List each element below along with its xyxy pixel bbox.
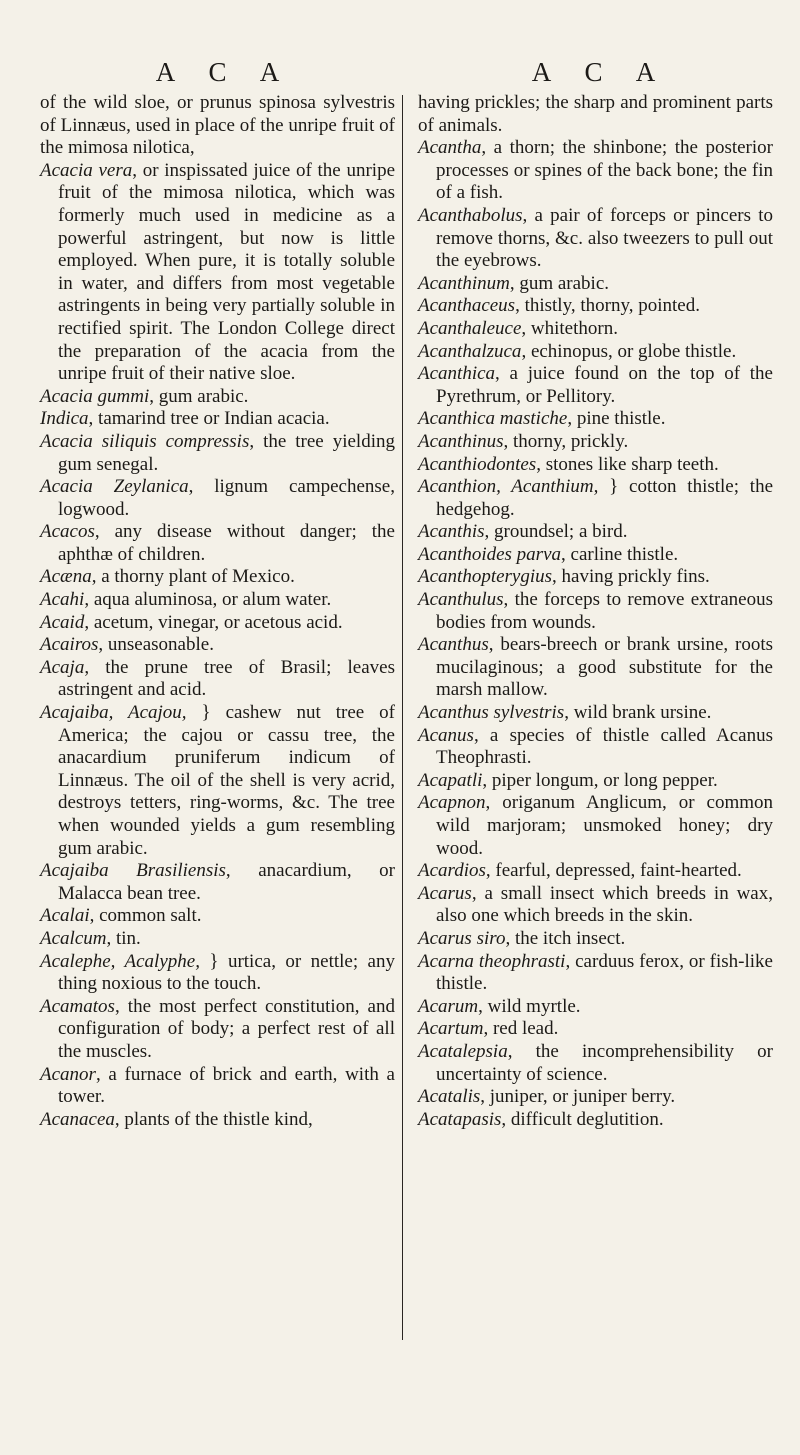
entry-headword: Acantha: [418, 137, 482, 159]
entry-headword: Acatalis: [418, 1086, 481, 1108]
entry-headword: Acapnon: [418, 792, 486, 814]
entry-definition: , a furnace of brick and earth, with a tower.: [58, 1063, 395, 1108]
entry-definition: , the itch insect.: [505, 927, 626, 949]
entry-headword: Acardios: [418, 860, 486, 882]
entry-definition: , gum arabic.: [509, 272, 610, 294]
dictionary-entry: [418, 951, 773, 996]
entry-definition: , tamarind tree or Indian acacia.: [88, 408, 330, 430]
entry-headword: Acajaiba, Acajou,: [40, 702, 187, 724]
entry-definition: , a thorn; the shinbone; the posterior processes or spines of the back bone; the fin of a fish.: [436, 137, 773, 204]
dictionary-entry: [40, 612, 395, 635]
entry-definition: } cashew nut tree of America; the cajou or cassu tree, the anacardium pruniferum indicum of Linnæus. The oil of the shell is very acrid, destroys tetters, ring-worms, &c. The tree when wounded yields a gum resembling gum arabic.: [58, 702, 395, 859]
entry-definition: , origanum Anglicum, or common wild marjoram; unsmoked honey; dry wood.: [436, 792, 773, 859]
entry-headword: Acanthis: [418, 521, 485, 543]
entry-headword: Acarus siro: [418, 927, 506, 949]
dictionary-entry: [418, 544, 773, 567]
entry-definition: , aqua aluminosa, or alum water.: [84, 589, 332, 611]
dictionary-entry: [418, 1018, 773, 1041]
entry-headword: Acanthus: [418, 634, 489, 656]
dictionary-entry: [418, 928, 773, 951]
entry-headword: Acanthaceus: [418, 295, 516, 317]
entry-headword: Acarum: [418, 995, 479, 1017]
entry-definition: , red lead.: [483, 1018, 559, 1040]
entry-definition: , carduus ferox, or fish-like thistle.: [436, 950, 773, 995]
entry-definition: , wild brank ursine.: [564, 702, 712, 724]
dictionary-entry: [40, 408, 395, 431]
entry-definition: , tin.: [106, 927, 141, 949]
entry-headword: Acanthalzuca: [418, 340, 522, 362]
entry-definition: , a thorny plant of Mexico.: [91, 566, 295, 588]
entry-definition: , stones like sharp teeth.: [536, 453, 719, 475]
entry-definition: } cotton thistle; the hedgehog.: [436, 476, 774, 520]
dictionary-entry: [418, 363, 773, 408]
entry-headword: Acanthica mastiche: [418, 408, 568, 430]
dictionary-entry: [40, 702, 395, 860]
entry-headword: Acalai: [40, 905, 90, 927]
entry-definition: , wild myrtle.: [478, 995, 581, 1017]
dictionary-entry: [40, 1064, 395, 1109]
dictionary-entry: [418, 792, 773, 860]
entry-headword: Acanthica: [418, 363, 496, 385]
entry-definition: , echinopus, or globe thistle.: [521, 340, 737, 362]
entry-headword: Acanthulus: [418, 589, 504, 611]
dictionary-entry: [418, 431, 773, 454]
dictionary-entry: [40, 860, 395, 905]
entry-definition: , unseasonable.: [98, 634, 214, 656]
entry-definition: , carline thistle.: [561, 543, 679, 565]
dictionary-entry: [40, 521, 395, 566]
entry-headword: Indica: [40, 408, 89, 430]
entry-definition: , juniper, or juniper berry.: [480, 1086, 676, 1108]
entry-definition: , the incomprehensibility or uncertainty of science.: [436, 1040, 773, 1085]
dictionary-entry: [418, 521, 773, 544]
dictionary-entry: [40, 1109, 395, 1132]
entry-definition: of the wild sloe, or prunus spinosa sylvestris of Linnæus, used in place of the unripe fruit of the mimosa nilotica,: [40, 92, 395, 159]
entry-definition: , a small insect which breeds in wax, also one which breeds in the skin.: [436, 882, 773, 927]
dictionary-entry: [40, 905, 395, 928]
entry-headword: Acanthopterygius: [418, 566, 553, 588]
dictionary-entry: [418, 566, 773, 589]
dictionary-entry: [418, 725, 773, 770]
entry-headword: Acanacea: [40, 1108, 115, 1130]
entry-definition: , bears-breech or brank ursine, roots mucilaginous; a good substitute for the marsh mallow.: [436, 634, 773, 701]
entry-definition: having prickles; the sharp and prominent parts of animals.: [418, 92, 773, 136]
entry-definition: } urtica, or nettle; any thing noxious to the touch.: [58, 950, 395, 995]
dictionary-entry: [418, 883, 773, 928]
entry-headword: Acacos: [40, 521, 95, 543]
entry-definition: , fearful, depressed, faint-hearted.: [485, 860, 742, 882]
dictionary-entry: [418, 702, 773, 725]
dictionary-entry: [40, 386, 395, 409]
entry-definition: , thorny, prickly.: [503, 430, 629, 452]
dictionary-entry: [418, 770, 773, 793]
entry-headword: Acatapasis: [418, 1108, 502, 1130]
entry-definition: , whitethorn.: [521, 317, 618, 339]
dictionary-entry: [418, 205, 773, 273]
entry-headword: Acalephe, Acalyphe,: [40, 950, 200, 972]
entry-definition: , piper longum, or long pepper.: [482, 769, 718, 791]
entry-definition: , plants of the thistle kind,: [114, 1108, 313, 1130]
dictionary-entry: [418, 996, 773, 1019]
entry-headword: Acacia Zeylanica: [40, 476, 189, 498]
entry-definition: , thistly, thorny, pointed.: [515, 295, 700, 317]
dictionary-entry: [418, 1109, 773, 1132]
column-divider: [402, 95, 403, 1340]
entry-headword: Acamatos: [40, 995, 115, 1017]
entry-definition: , a pair of forceps or pincers to remove thorns, &c. also tweezers to pull out the eyebrows.: [436, 204, 773, 272]
entry-headword: Acanthabolus: [418, 204, 523, 226]
entry-definition: , common salt.: [89, 905, 202, 927]
entry-headword: Acaid: [40, 611, 85, 633]
dictionary-entry: [418, 137, 773, 205]
entry-headword: Acanthinum: [418, 272, 510, 294]
dictionary-entry: [418, 295, 773, 318]
dictionary-entry: [40, 92, 395, 160]
entry-headword: Acanor: [40, 1063, 96, 1085]
dictionary-entry: [418, 92, 773, 137]
entry-definition: , gum arabic.: [149, 385, 249, 407]
dictionary-entry: [40, 589, 395, 612]
entry-headword: Acajaiba Brasiliensis: [40, 860, 226, 882]
dictionary-entry: [40, 566, 395, 589]
dictionary-entry: [418, 634, 773, 702]
dictionary-entry: [418, 454, 773, 477]
entry-headword: Acanthiodontes: [418, 453, 537, 475]
entry-headword: Acarus: [418, 882, 472, 904]
dictionary-entry: [418, 476, 773, 521]
left-column-entries: [40, 92, 395, 1131]
entry-headword: Acæna: [40, 566, 92, 588]
right-column: [418, 0, 773, 1131]
entry-definition: , having prickly fins.: [552, 566, 710, 588]
dictionary-entry: [40, 996, 395, 1064]
entry-headword: Acanthaleuce: [418, 317, 522, 339]
dictionary-entry: [418, 318, 773, 341]
entry-definition: , or inspissated juice of the unripe fruit of the mimosa nilotica, which was formerly much used in medicine as a powerful astringent, but now is little employed. When pure, it is totally soluble in water, and differs from most vegetable astringents in being very partially soluble in rectified spirit. The London College direct the preparation of the acacia from the unripe fruit of their native sloe.: [58, 159, 395, 385]
entry-headword: Acairos: [40, 634, 99, 656]
dictionary-entry: [40, 160, 395, 386]
entry-headword: Acanthoides parva: [418, 543, 562, 565]
dictionary-entry: [40, 928, 395, 951]
entry-definition: , lignum campechense, logwood.: [58, 476, 395, 520]
right-running-head: A C A: [531, 57, 670, 87]
dictionary-entry: [418, 860, 773, 883]
entry-headword: Acanthion, Acanthium,: [418, 476, 599, 498]
dictionary-entry: [418, 408, 773, 431]
dictionary-entry: [418, 1041, 773, 1086]
dictionary-entry: [40, 657, 395, 702]
entry-definition: , a juice found on the top of the Pyrethrum, or Pellitory.: [436, 363, 773, 407]
entry-definition: , groundsel; a bird.: [484, 521, 628, 543]
entry-definition: , pine thistle.: [567, 408, 666, 430]
dictionary-entry: [418, 589, 773, 634]
entry-definition: , the forceps to remove extraneous bodies from wounds.: [436, 589, 773, 633]
dictionary-entry: [40, 431, 395, 476]
entry-definition: , anacardium, or Malacca bean tree.: [58, 860, 395, 904]
entry-headword: Acaja: [40, 656, 85, 678]
entry-headword: Acacia siliquis compressis: [40, 430, 250, 452]
dictionary-entry: [40, 951, 395, 996]
entry-headword: Acalcum: [40, 927, 107, 949]
left-column: [40, 0, 395, 1131]
entry-headword: Acarna theophrasti: [418, 950, 566, 972]
entry-definition: , the prune tree of Brasil; leaves astringent and acid.: [58, 656, 395, 701]
entry-definition: , a species of thistle called Acanus Theophrasti.: [436, 724, 773, 769]
dictionary-entry: [40, 634, 395, 657]
entry-headword: Acanthinus: [418, 430, 504, 452]
entry-headword: Acartum: [418, 1018, 484, 1040]
entry-headword: Acatalepsia: [418, 1040, 508, 1062]
entry-definition: , difficult deglutition.: [501, 1108, 664, 1130]
entry-headword: Acanus: [418, 724, 474, 746]
entry-headword: Acacia gummi: [40, 385, 150, 407]
left-running-head: A C A: [155, 57, 294, 87]
entry-headword: Acacia vera: [40, 159, 133, 181]
entry-definition: , the most perfect constitution, and configuration of body; a perfect rest of all the muscles.: [58, 995, 395, 1062]
entry-headword: Acahi: [40, 589, 85, 611]
right-column-entries: [418, 92, 773, 1131]
entry-headword: Acapatli: [418, 769, 483, 791]
dictionary-entry: [40, 476, 395, 521]
entry-definition: , acetum, vinegar, or acetous acid.: [84, 611, 343, 633]
dictionary-entry: [418, 273, 773, 296]
dictionary-entry: [418, 341, 773, 364]
dictionary-entry: [418, 1086, 773, 1109]
entry-definition: , any disease without danger; the aphthæ of children.: [58, 521, 395, 565]
entry-definition: , the tree yielding gum senegal.: [58, 430, 395, 475]
entry-headword: Acanthus sylvestris: [418, 702, 565, 724]
